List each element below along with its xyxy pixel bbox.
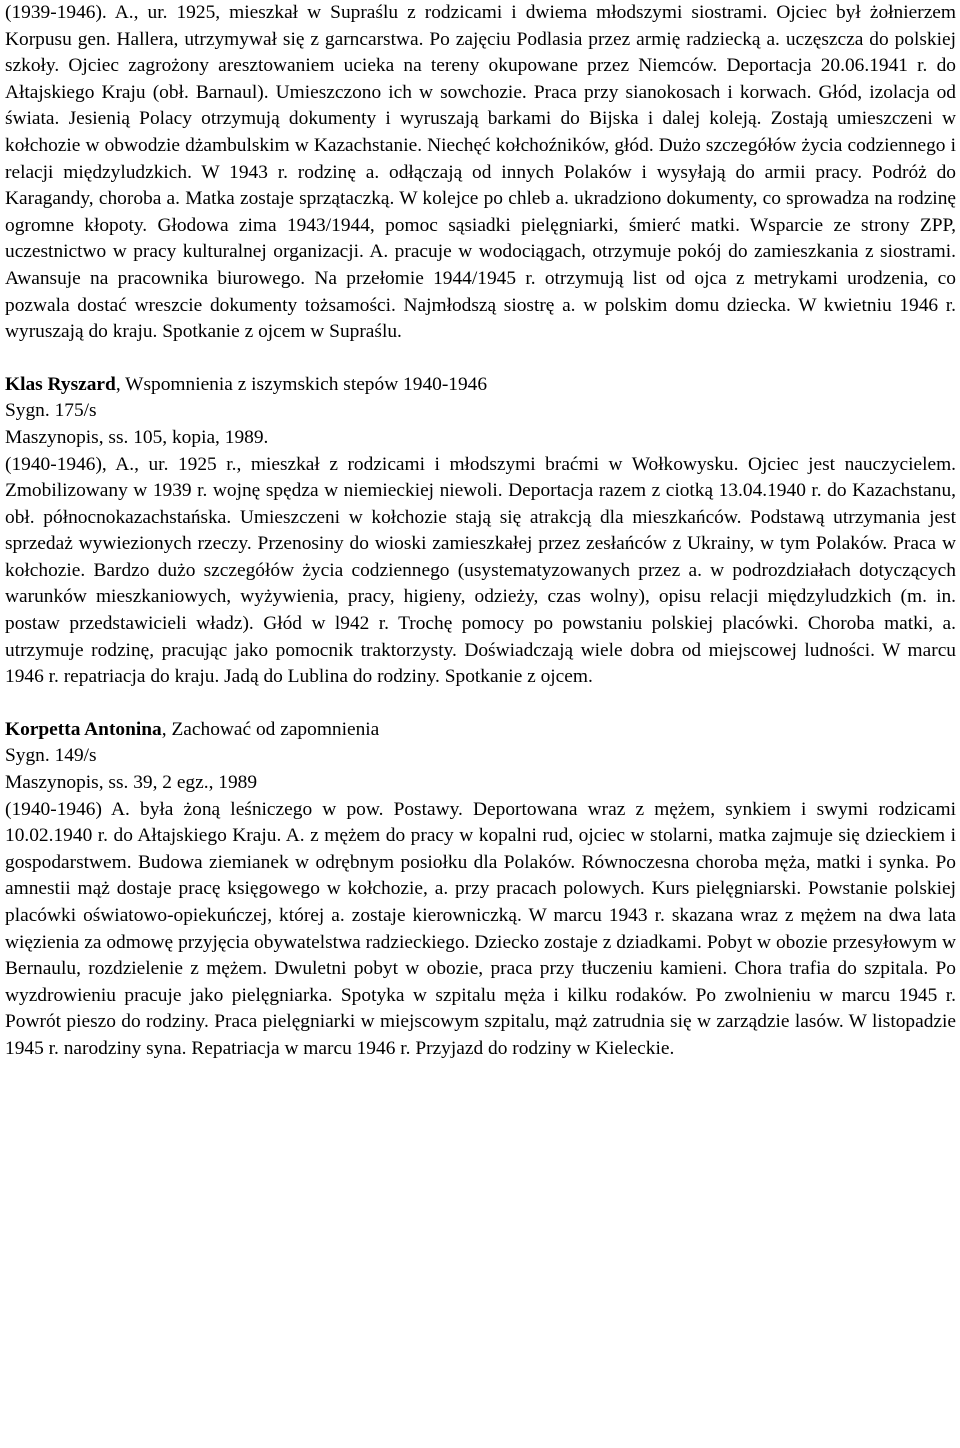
catalog-entry-klas [5,372,956,691]
entry-signature: Sygn. 175/s [5,400,97,422]
entry-summary: (1940-1946) A. była żoną leśniczego w pow. Postawy. Deportowana wraz z mężem, synkiem i swymi rodzicami 10.02.1940 r. do Ałtajskiego Kraju. A. z mężem do pracy w kopalni rud, ojciec w stolarni, matka zajmuje się dzieckiem i gospodarstwem. Budowa ziemianek w odrębnym posiołku dla Polaków. Równoczesna choroba męża, matki i synka. Po amnestii mąż dostaje pracę księgowego w kołchozie, a. przy pracach polowych. Kurs pielęgniarski. Powstanie polskiej placówki oświatowo-opiekuńczej, której a. zostaje kierowniczką. W marcu 1943 r. skazana wraz z mężem na dwa lata więzienia za odmowę przyjęcia obywatelstwa radzieckiego. Dziecko zostaje z dziadkami. Pobyt w obozie przesyłowym w Bernaulu, rozdzielenie z mężem. Dwuletni pobyt w obozie, praca przy tłuczeniu kamieni. Chora trafia do szpitala. Po wyzdrowieniu pracuje jako pielęgniarka. Spotyka w szpitalu męża i kilku rodaków. Po zwolnieniu w marcu 1945 r. Powrót pieszo do rodziny. Praca pielęgniarki w miejscowym szpitalu, mąż zatrudnia się w zarządzie lasów. W listopadzie 1945 r. narodziny syna. Repatriacja w marcu 1946 r. Przyjazd do rodziny w Kieleckie. [5,798,956,1059]
entry-format: Maszynopis, ss. 39, 2 egz., 1989 [5,772,258,794]
catalog-entry-korpetta [5,717,956,1063]
entry-title: , Zachować od zapomnienia [161,718,380,740]
entry-format: Maszynopis, ss. 105, kopia, 1989. [5,426,269,448]
entry-author: Korpetta Antonina [5,718,162,740]
entry-summary: (1940-1946), A., ur. 1925 r., mieszkał z rodzicami i młodszymi braćmi w Wołkowysku. Ojciec jest nauczycielem. Zmobilizowany w 1939 r. wojnę spędza w niemieckiej niewoli. Deportacja razem z ciotką 13.04.1940 r. do Kazachstanu, obł. północnokazachstańska. Umieszczeni w kołchozie stają się atrakcją dla mieszkańców. Podstawą utrzymania jest sprzedaż wywiezionych rzeczy. Przenosiny do wioski zamieszkałej przez zesłańców z Ukrainy, w tym Polaków. Praca w kołchozie. Bardzo dużo szczegółów życia codziennego (usystematyzowanych przez a. w podrozdziałach dotyczących warunków mieszkaniowych, wyżywienia, pracy, higieny, odzieży, czas wolny), opisu relacji międzyludzkich (m. in. postaw przedstawicieli władz). Głód w l942 r. Trochę pomocy po powstaniu polskiej placówki. Choroba matki, a. utrzymuje rodzinę, pracując jako pomocnik traktorzysty. Doświadczają wiele dobra od miejscowej ludności. W marcu 1946 r. repatriacja do kraju. Jadą do Lublina do rodziny. Spotkanie z ojcem. [5,453,956,688]
entry-author: Klas Ryszard [5,373,116,395]
entry-title: , Wspomnienia z iszymskich stepów 1940-1946 [115,373,488,395]
intro-paragraph: (1939-1946). A., ur. 1925, mieszkał w Supraślu z rodzicami i dwiema młodszymi siostrami. Ojciec był żołnierzem Korpusu gen. Hallera, utrzymywał się z garncarstwa. Po zajęciu Podlasia przez armię radziecką a. uczęszcza do polskiej szkoły. Ojciec zagrożony aresztowaniem ucieka na tereny okupowane przez Niemców. Deportacja 20.06.1941 r. do Ałtajskiego Kraju (obł. Barnaul). Umieszczono ich w sowchozie. Praca przy sianokosach i korwach. Głód, izolacja od świata. Jesienią Polacy otrzymują dokumenty i wyruszają barkami do Bijska i dalej koleją. Zostają umieszczeni w kołchozie w obwodzie dżambulskim w Kazachstanie. Niechęć kołchoźników, głód. Dużo szczegółów życia codziennego i relacji międzyludzkich. W 1943 r. rodzinę a. odłączają od innych Polaków i wysyłają do armii pracy. Podróż do Karagandy, choroba a. Matka zostaje sprzątaczką. W kolejce po chleb a. ukradziono dokumenty, co sprowadza na rodzinę ogromne kłopoty. Głodowa zima 1943/1944, pomoc sąsiadki pielęgniarki, śmierć matki. Wsparcie ze strony ZPP, uczestnictwo w pracy kulturalnej organizacji. A. pracuje w wodociągach, otrzymuje pokój do zamieszkania z siostrami. Awansuje na pracownika biurowego. Na przełomie 1944/1945 r. otrzymują list od ojca z metrykami urodzenia, co pozwala dostać wreszcie dokumenty tożsamości. Najmłodszą siostrę a. w polskim domu dziecka. W kwietniu 1946 r. wyruszają do kraju. Spotkanie z ojcem w Supraślu. [5,2,956,343]
entry-heading [5,372,956,399]
entry-signature: Sygn. 149/s [5,745,97,767]
entry-heading [5,717,956,744]
